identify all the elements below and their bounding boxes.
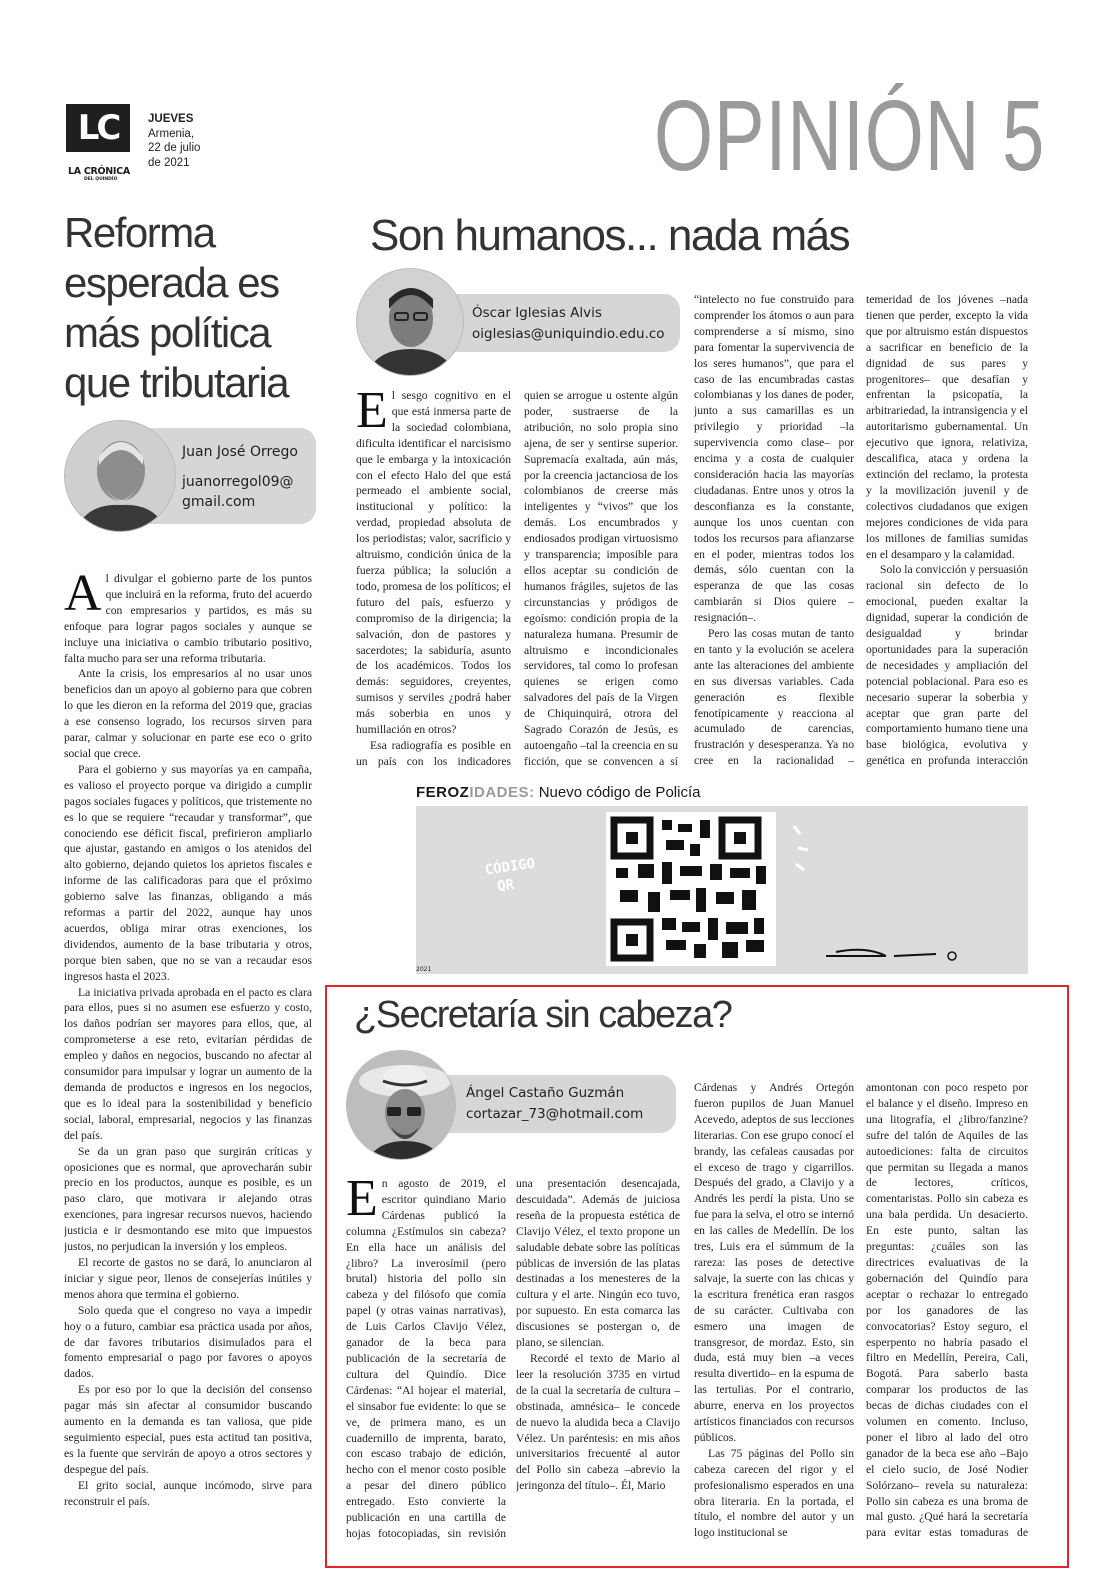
highlight-box [325, 985, 1069, 1568]
article1-headline: Reforma esperada es más política que tributaria [64, 209, 289, 406]
article2-paragraph: Pero las cosas mutan de tanto en tanto y la evolución se acelera ante las alteraciones del ambiente en sus diversas variables. Cada generación es flexible fenotípicamente y reacciona al acumulado de carencias, frustración y desesperanza. Ya no cree en la racionalidad – [694, 627, 854, 768]
article3-paragraph: amontonan con poco respeto por el balance y el diseño. Impreso en una litografía, el ¿libro/fanzine? sufre del talón de Aquiles de las autoediciones: falta de circuitos que permitan su llegada a manos de lectores, críticos, comentaristas. Pollo sin cabeza es una bala perdida. Un desacierto. En este punto, saltan las preguntas: ¿cuáles son las directrices evaluativas de la gobernación del Quindío para aceptar o rechazar lo entregado por los ganadores de las convocatorias? Estoy seguro, el esperpento no habría pasado el filtro en Medellín, Pereira, Cali, Bogotá. Para saberlo basta comparar los productos de las becas de dichas ciudades con el volumen en comento. Incluso, poner el libro al lado del otro ganador de la beca ese año –Bajo el cielo sucio, de José Nodier Solórzano– revela su naturaleza: Pollo sin cabeza es una broma de mal gusto. ¿Qué hará la secretaría para evitar estas tomaduras de [866, 1081, 1028, 1540]
article3-paragraph: una presentación desencajada, descuidada”. Además de juiciosa reseña de la propuesta estética de Clavijo Vélez, el texto propone un saludable debate sobre las políticas públicas de inversión de las platas destinadas a los menesteres de la cultura y el arte. Ningún eco tuvo, por supuesto. En esta comarca las discusiones se postergan o, de plano, se silencian. [516, 1177, 680, 1350]
article3-paragraph: Cárdenas y Andrés Ortegón fueron pupilos de Juan Manuel Acevedo, adeptos de sus lecciones literarias. Con ese grupo conocí el brandy, las cefaleas causadas por el exceso de trago y cigarrillos. Después del grado, a Clavijo y a Andrés les perdí la pista. Uno se fue para la selva, el otro se internó en las calles de Medellín. De los tres, Luis era el súmmum de la rareza: las poses de detective salvaje, la suerte con las chicas y la escritura frenética eran rasgos de su carácter. Cultivaba con esmero una imagen de transgresor, de mordaz. Esto, sin duda, está muy bien –a veces resulta divertido– en la espuma de las tertulias. Por el contrario, aburre, enerva en los proyectos artísticos financiados con recursos públicos. [694, 1081, 854, 1444]
article1-paragraph: l divulgar el gobierno parte de los puntos que incluirá en la reforma, fruto del acuerdo con empresarios y partidos, es más su enfoque para lograr pagos sociales y aunque se incluye una iniciativa o cambio tributario positivo, falta mucho para ser una reforma tributaria. [64, 572, 312, 665]
article3-dropcap: E [346, 1176, 378, 1227]
article1-dropcap: A [64, 571, 102, 622]
article2-column-4 [866, 292, 1028, 768]
article1-paragraph: Se da un gran paso que surgirán críticas y oposiciones que es normal, que aprovecharán subir precio en los productos, aunque es posible, es un paso claro, que motivara ir alejando otras exenciones, para ingresar recursos nuevos, haciendo justicia e ir desmontando ese mito que impuestos justos, no perjudican la inversión y los empleos. [64, 1144, 312, 1254]
date-day: JUEVES [148, 113, 194, 125]
article2-column-1 [356, 388, 511, 768]
cartoon-label-line-2: QR [496, 876, 516, 895]
article1-paragraph: Para el gobierno y sus mayorías ya en campaña, es valioso el proyecto porque va dirigido a cumplir pagos sociales fugaces y políticos, que tristemente no es lo que se requiere “recaudar y transformar”, que conociendo ese déficit fiscal, prefirieron ampliarlo que ajustar, gastando en amigos o los atenidos del alto gobierno, dejando quietos los aprietos fiscales e informe de las calificadoras para que el próximo gobierno salve las finanzas, obligando a más reformas a partir del 2022, aunque hay unos acuerdos, obliga mirar otras exenciones, los dividendos, aumento de la base tributaria y otros, porque bien saben, que no se van a recaudar esos ingresos hasta el 2023. [64, 762, 312, 983]
article1-paragraph: Es por eso por lo que la decisión del consenso pagar más sin afectar al consumidor buscando aumento en la demanda es tan valiosa, que pide seguimiento especial, pues esta actitud tan positiva, es la fuente que servirán de apoyo a otros sectores y despegue del país. [64, 1383, 312, 1476]
article2-headline: Son humanos... nada más [370, 211, 850, 260]
article2-paragraph: l sesgo cognitivo en el que está inmersa parte de la sociedad colombiana, dificulta identificar el narcisismo que le embarga y la intoxicación con el efecto Halo del que está permeado el ambiente social, institucional y político: la verdad, propiedad absoluta de los periodistas; valor, sacrificio y altruismo, condición única de la fuerza pública; la solución a todo, promesa de los políticos; el futuro del país, esfuerzo y compromiso de la dirigencia; la salvación, don de pastores y sacerdotes; la sabiduría, asunto de los académicos. Todos los demás: seguidores, creyentes, sumisos y serviles ¿podrá haber más soberbia en unos y humillación en otros? [356, 389, 511, 737]
section-title: OPINIÓN 5 [654, 80, 1046, 192]
article2-author-name: Óscar Iglesias Alvis [472, 305, 602, 321]
article2-paragraph: Esa radiografía es posible en un país con los indicadores [356, 738, 511, 768]
article2-author-photo [356, 268, 464, 376]
article3-author-email: cortazar_73@hotmail.com [466, 1106, 644, 1122]
article2-column-2 [524, 388, 678, 768]
article2-paragraph: temeridad de los jóvenes –nada tienen que perder, excepto la vida que por altruismo están dispuestos a sacrificar en beneficio de la dignidad de sus pares y progenitores– que desafían y enfrentan la psicopatía, la arbitrariedad, la intransigencia y el autoritarismo gubernamental. Un ejecutivo que ignora, relativiza, descalifica, ataca y ordena la extinción del reclamo, la protesta y la movilización juvenil y de colectivos ciudadanos que exigen mejores condiciones de vida para los millones de familias sumidas en el desamparo y la calamidad. [866, 293, 1028, 561]
article3-paragraph: n agosto de 2019, el escritor quindiano Mario Cárdenas publicó la columna ¿Estímulos sin cabeza? En ella hace un análisis del ¿libro? La inverosímil (pero brutal) historia del pollo sin cabeza y del filósofo que comía papel (y otras vainas narrativas), de Luis Carlos Clavijo Vélez, ganador de la beca para publicación de la secretaría de cultura del Quindío. Dice Cárdenas: “Al hojear el material, el sinsabor fue evidente: lo que se ve, de primera mano, es un cuadernillo de imprenta, barato, con escaso trabajo de edición, hecho con el menor costo posible a pesar del dinero público entregado. Esto convierte la publicación en una cartilla de hojas fotocopiadas, sin revisión [346, 1177, 506, 1540]
article3-headline: ¿Secretaría sin cabeza? [354, 994, 732, 1036]
article3-paragraph: Las 75 páginas del Pollo sin cabeza carecen del rigor y el profesionalismo esperados en una obra literaria. En la portada, el título, el nombre del autor y un logo institucional se [694, 1446, 854, 1540]
article2-paragraph: Solo la convicción y persuasión racional sin defecto de lo emocional, pueden exaltar la dignidad, superar la condición de desigualdad y brindar oportunidades para la superación de necesidades y ampliación del potencial poblacional. Para eso es necesario superar la soberbia y aceptar que gran parte del comportamiento humano tiene una base biológica, evolutiva y genética en profunda interacción [866, 563, 1028, 768]
cartoon-brand-light: IDADES: [469, 784, 535, 801]
article2-author-email: oiglesias@uniquindio.edu.co [472, 326, 665, 342]
article3-author-name: Ángel Castaño Guzmán [466, 1085, 625, 1101]
article2-dropcap: E [356, 388, 388, 439]
cartoon-label [484, 855, 539, 898]
article3-paragraph: Recordé el texto de Mario al leer la resolución 3735 en virtud de la cual la secretaría de cultura –obstinada, amnésica– le concede de nuevo la aludida beca a Clavijo Vélez. Un paréntesis: en mis años universitarios frecuenté al autor del Pollo sin cabeza –abrevio la jeringonza del título–. Él, Mario [516, 1351, 680, 1493]
cartoon-label-line-1: CÓDIGO [483, 855, 537, 879]
date-city: Armenia, [148, 127, 195, 140]
article1-paragraph: El grito social, aunque incómodo, sirve para reconstruir el país. [64, 1478, 312, 1508]
article1-author-photo [64, 420, 176, 532]
article1-author-email-2: gmail.com [182, 494, 256, 510]
article1-paragraph: Ante la crisis, los empresarios al no usar unos beneficios dan un apoyo al gobierno para que cobren lo que les dieron en la reforma del 2019 que, gracias a ese consenso logrado, los recursos sirven para parar, calmar y solucionar en parte ese eco o grito social que crece. [64, 667, 312, 760]
newspaper-name: LA CRÓNICA [68, 166, 130, 177]
date-block [148, 112, 200, 170]
cartoon-title [416, 784, 700, 801]
newspaper-logo: LC [66, 104, 130, 152]
article2-paragraph: quien se arrogue u ostente algún poder, sustraerse de la atribución, no solo propia sino ajena, de ser y sentirse superior. Supremacía exaltada, aún más, por la creencia jactanciosa de los colombianos de creerse más inteligentes y “vivos” que los demás. Los encumbrados y endiosados prodigan virtuosismo y transparencia; imposible para ellos aceptar su condición de humanos frágiles, sujetos de las circunstancias y pródigos de egoísmo: condición propia de la naturaleza humana. Presumir de altruismo e incondicionales servidores, tal como lo profesan quienes se erigen como salvadores del país de la Virgen de Chiquinquirá, otrora del Sagrado Corazón de Jesús, es autoengaño –tal la creencia en su ficción, que se convencen a sí [524, 389, 678, 768]
article1-body [64, 571, 312, 1511]
date-line-1: 22 de julio [148, 142, 201, 154]
article1-author-name: Juan José Orrego [182, 444, 298, 460]
article1-paragraph: La iniciativa privada aprobada en el pacto es clara para ellos, pues si no asumen ese esfuerzo y costo, los daños podrían ser mayores para ellos, que, al comprometerse a ese reto, evitarían pérdidas de empleo y daños en negocios, buscando no afectar al consumidor para impulsar y lograr un aumento de la demanda de productos e ingresos en los negocios, que es lo ideal para la sostenibilidad y beneficio social, laboral, empresarial, negocios y las finanzas del país. [64, 985, 312, 1142]
article2-column-3 [694, 292, 854, 768]
article1-paragraph: Solo queda que el congreso no vaya a impedir hoy o a futuro, cambiar esa práctica usada por años, de dar favores tributarios disimulados para el fomento empresarial o pago por favores o apoyos dados. [64, 1303, 312, 1381]
date-line-2: de 2021 [148, 156, 190, 169]
cartoon-year: 2021 [416, 966, 432, 973]
cartoon-brand-bold: FEROZ [416, 784, 470, 801]
newspaper-subname: DEL QUINDÍO [84, 177, 118, 182]
cartoon-caption: Nuevo código de Policía [538, 784, 701, 801]
article1-paragraph: El recorte de gastos no se dará, lo anunciaron al iniciar y sigue peor, llenos de consejerías inútiles y menos ahora que termina el gobierno. [64, 1255, 312, 1301]
article2-paragraph: “intelecto no fue construido para comprender los átomos o aun para comprenderse a sí mismo, sino para fomentar la supervivencia de los seres humanos”, que para el caso de las encumbradas castas colombianas y los danes de poder, junto a sus camarillas es un privilegio y prioridad –la supervivencia como clase– por encima y a costa de cualquier consideración hacia las mayorías ciudadanas. Entre unos y otros la desconfianza es la constante, aunque los unos cuentan con todos los recursos para afianzarse en el poder, mientras todos los demás, sólo cuentan con la esperanza de que las cosas cambiarán si Dios quiere –resignación–. [694, 293, 854, 625]
article1-author-email-1: juanorregol09@ [182, 474, 294, 490]
